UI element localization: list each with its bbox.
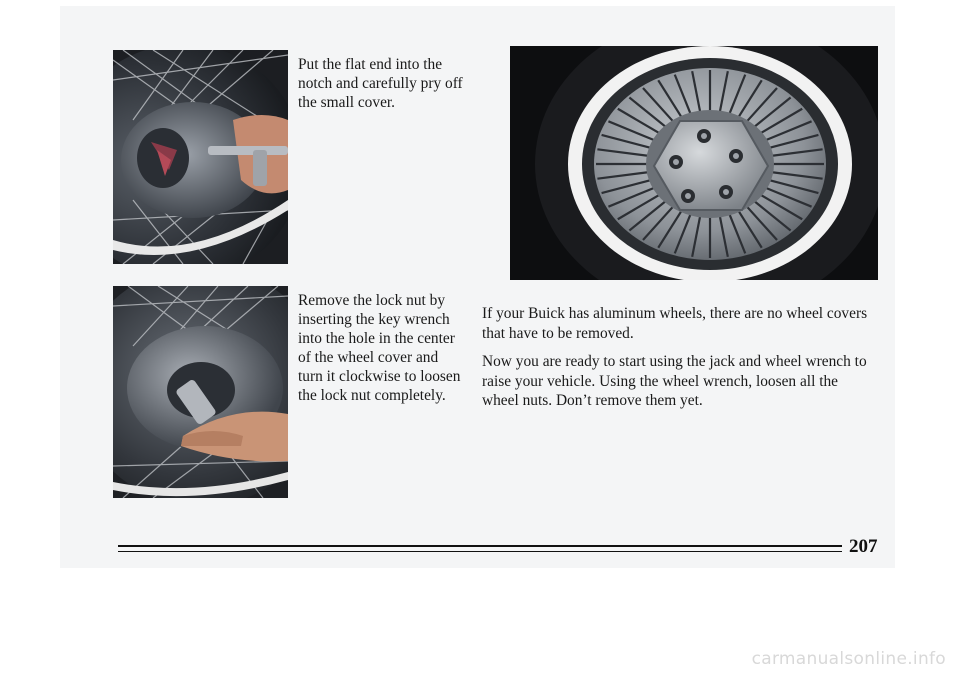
wire-wheel-cover-image — [113, 50, 288, 264]
page-number: 207 — [849, 536, 878, 557]
photo-aluminum-wheel — [510, 46, 878, 280]
photo-pry-cover — [113, 50, 288, 264]
caption-remove-lock-nut: Remove the lock nut by inserting the key wrench into the hole in the center of the wheel cover and turn it clockwise to loosen the lock nut completely. — [298, 292, 461, 404]
photo-remove-lock-nut — [113, 286, 288, 498]
footer-rule-thin — [118, 551, 842, 552]
paragraph-raise-vehicle: Now you are ready to start using the jack and wheel wrench to raise your vehicle. Using the wheel wrench, loosen all the wheel nuts. Don’t remove them yet. — [482, 353, 867, 409]
caption-pry-cover: Put the flat end into the notch and carefully pry off the small cover. — [298, 56, 463, 111]
aluminum-wheel-image — [510, 46, 878, 280]
lock-nut-wrench-image — [113, 286, 288, 498]
footer-rule-thick — [118, 545, 842, 547]
paragraph-aluminum-wheels: If your Buick has aluminum wheels, there are no wheel covers that have to be removed. — [482, 305, 868, 342]
site-watermark: carmanualsonline.info — [751, 649, 946, 669]
